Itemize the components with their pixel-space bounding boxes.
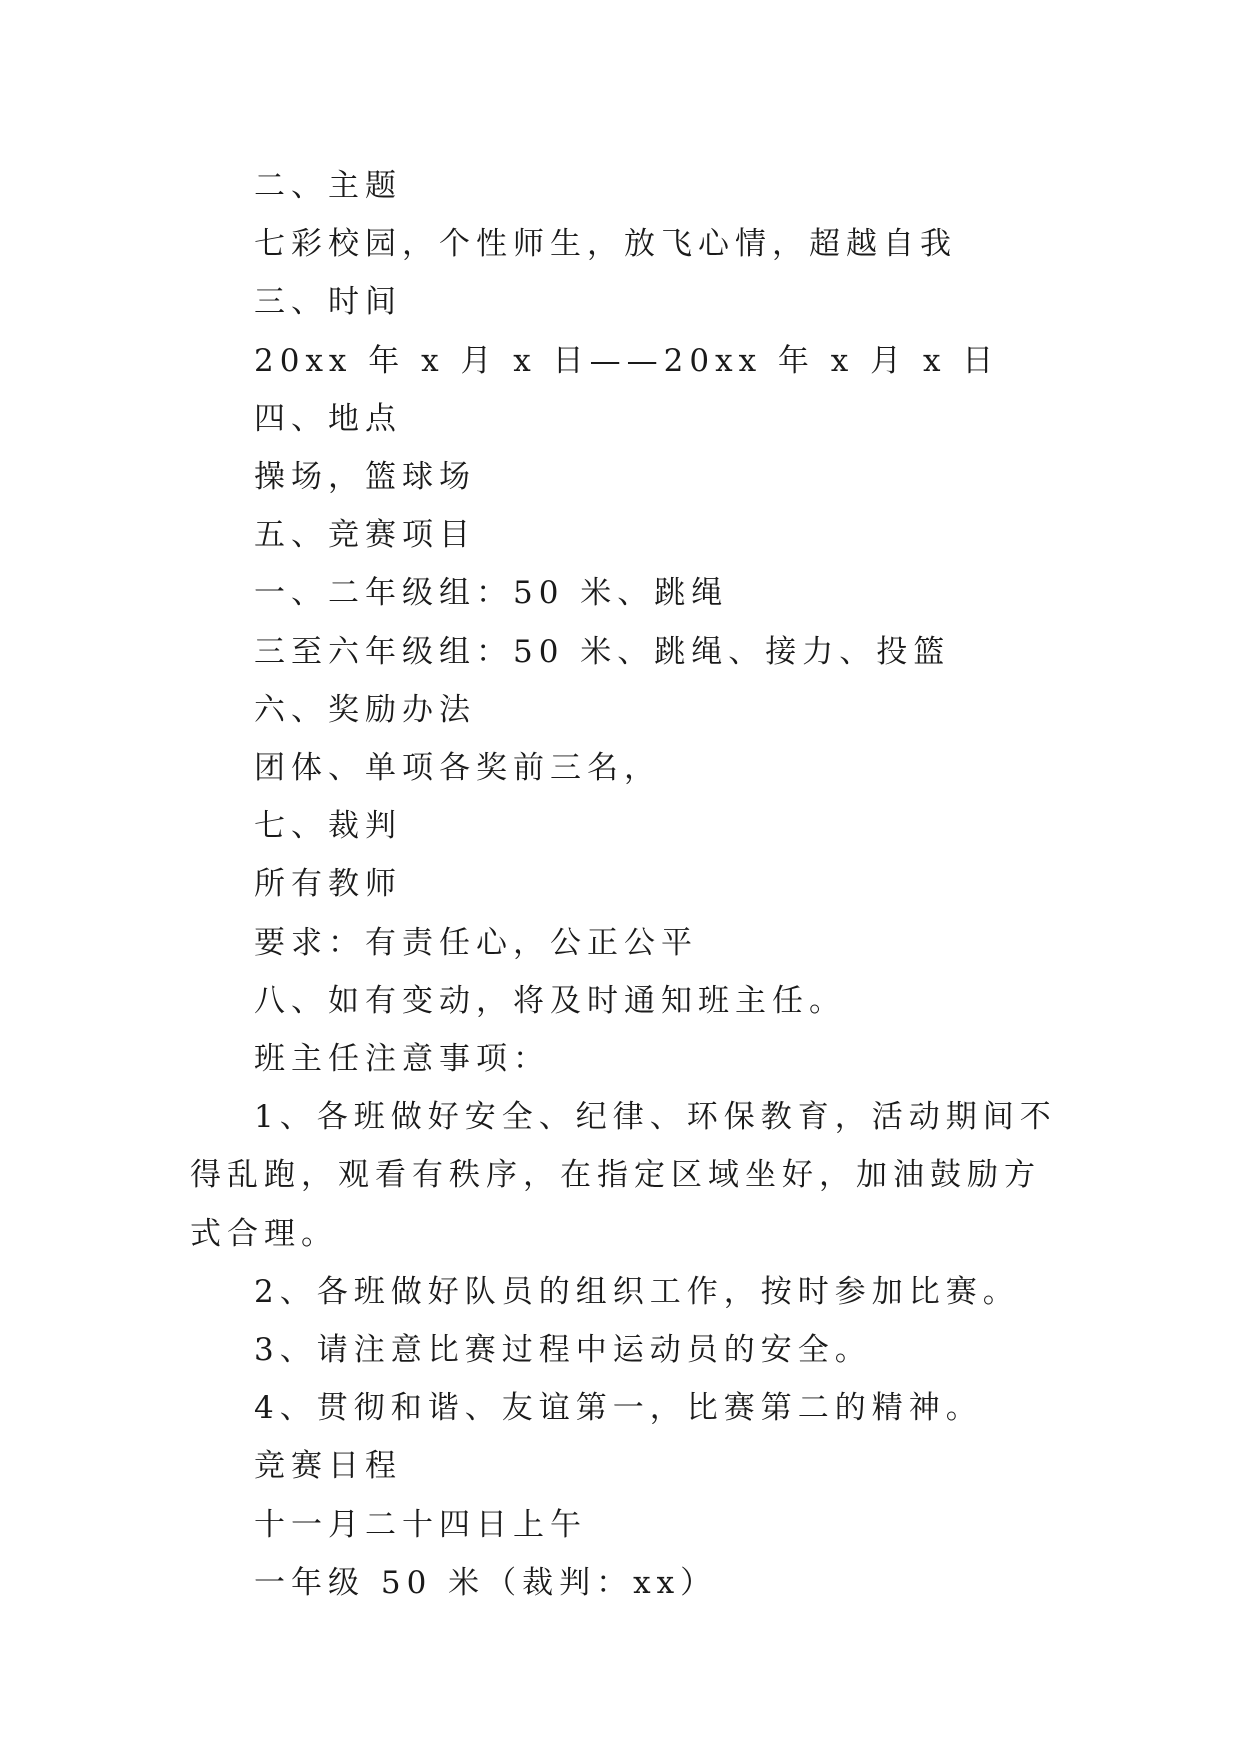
time-text: 20xx 年 x 月 x 日——20xx 年 x 月 x 日	[254, 342, 1000, 379]
events-lower-grades: 一、二年级组：50 米、跳绳	[254, 575, 729, 612]
teacher-note-2: 2、各班做好队员的组织工作，按时参加比赛。	[254, 1273, 1020, 1310]
events-upper-grades: 三至六年级组：50 米、跳绳、接力、投篮	[254, 633, 951, 670]
teacher-note-1: 1、各班做好安全、纪律、环保教育，活动期间不得乱跑，观看有秩序，在指定区域坐好，加油鼓励方式合理。	[190, 1099, 1057, 1252]
schedule-date: 十一月二十四日上午	[254, 1506, 587, 1543]
schedule-item: 一年级 50 米（裁判：xx）	[254, 1564, 718, 1601]
theme-text: 七彩校园，个性师生，放飞心情，超越自我	[254, 226, 957, 263]
document-body	[190, 157, 1060, 1612]
teacher-note-3: 3、请注意比赛过程中运动员的安全。	[254, 1332, 872, 1369]
section-heading-referees: 七、裁判	[254, 808, 402, 845]
section-heading-location: 四、地点	[254, 400, 402, 437]
section-heading-theme: 二、主题	[254, 168, 402, 204]
referees-text: 所有教师	[254, 866, 402, 903]
schedule-heading: 竞赛日程	[254, 1448, 402, 1485]
teacher-notes-heading: 班主任注意事项：	[254, 1041, 550, 1078]
teacher-note-4: 4、贯彻和谐、友谊第一，比赛第二的精神。	[254, 1390, 983, 1427]
section-heading-events: 五、竞赛项目	[254, 517, 476, 554]
location-text: 操场，篮球场	[254, 459, 476, 496]
section-heading-awards: 六、奖励办法	[254, 691, 476, 728]
section-heading-changes: 八、如有变动，将及时通知班主任。	[254, 982, 846, 1019]
awards-text: 团体、单项各奖前三名，	[254, 750, 661, 787]
section-heading-time: 三、时间	[254, 284, 402, 321]
referees-requirement: 要求：有责任心，公正公平	[254, 924, 698, 961]
